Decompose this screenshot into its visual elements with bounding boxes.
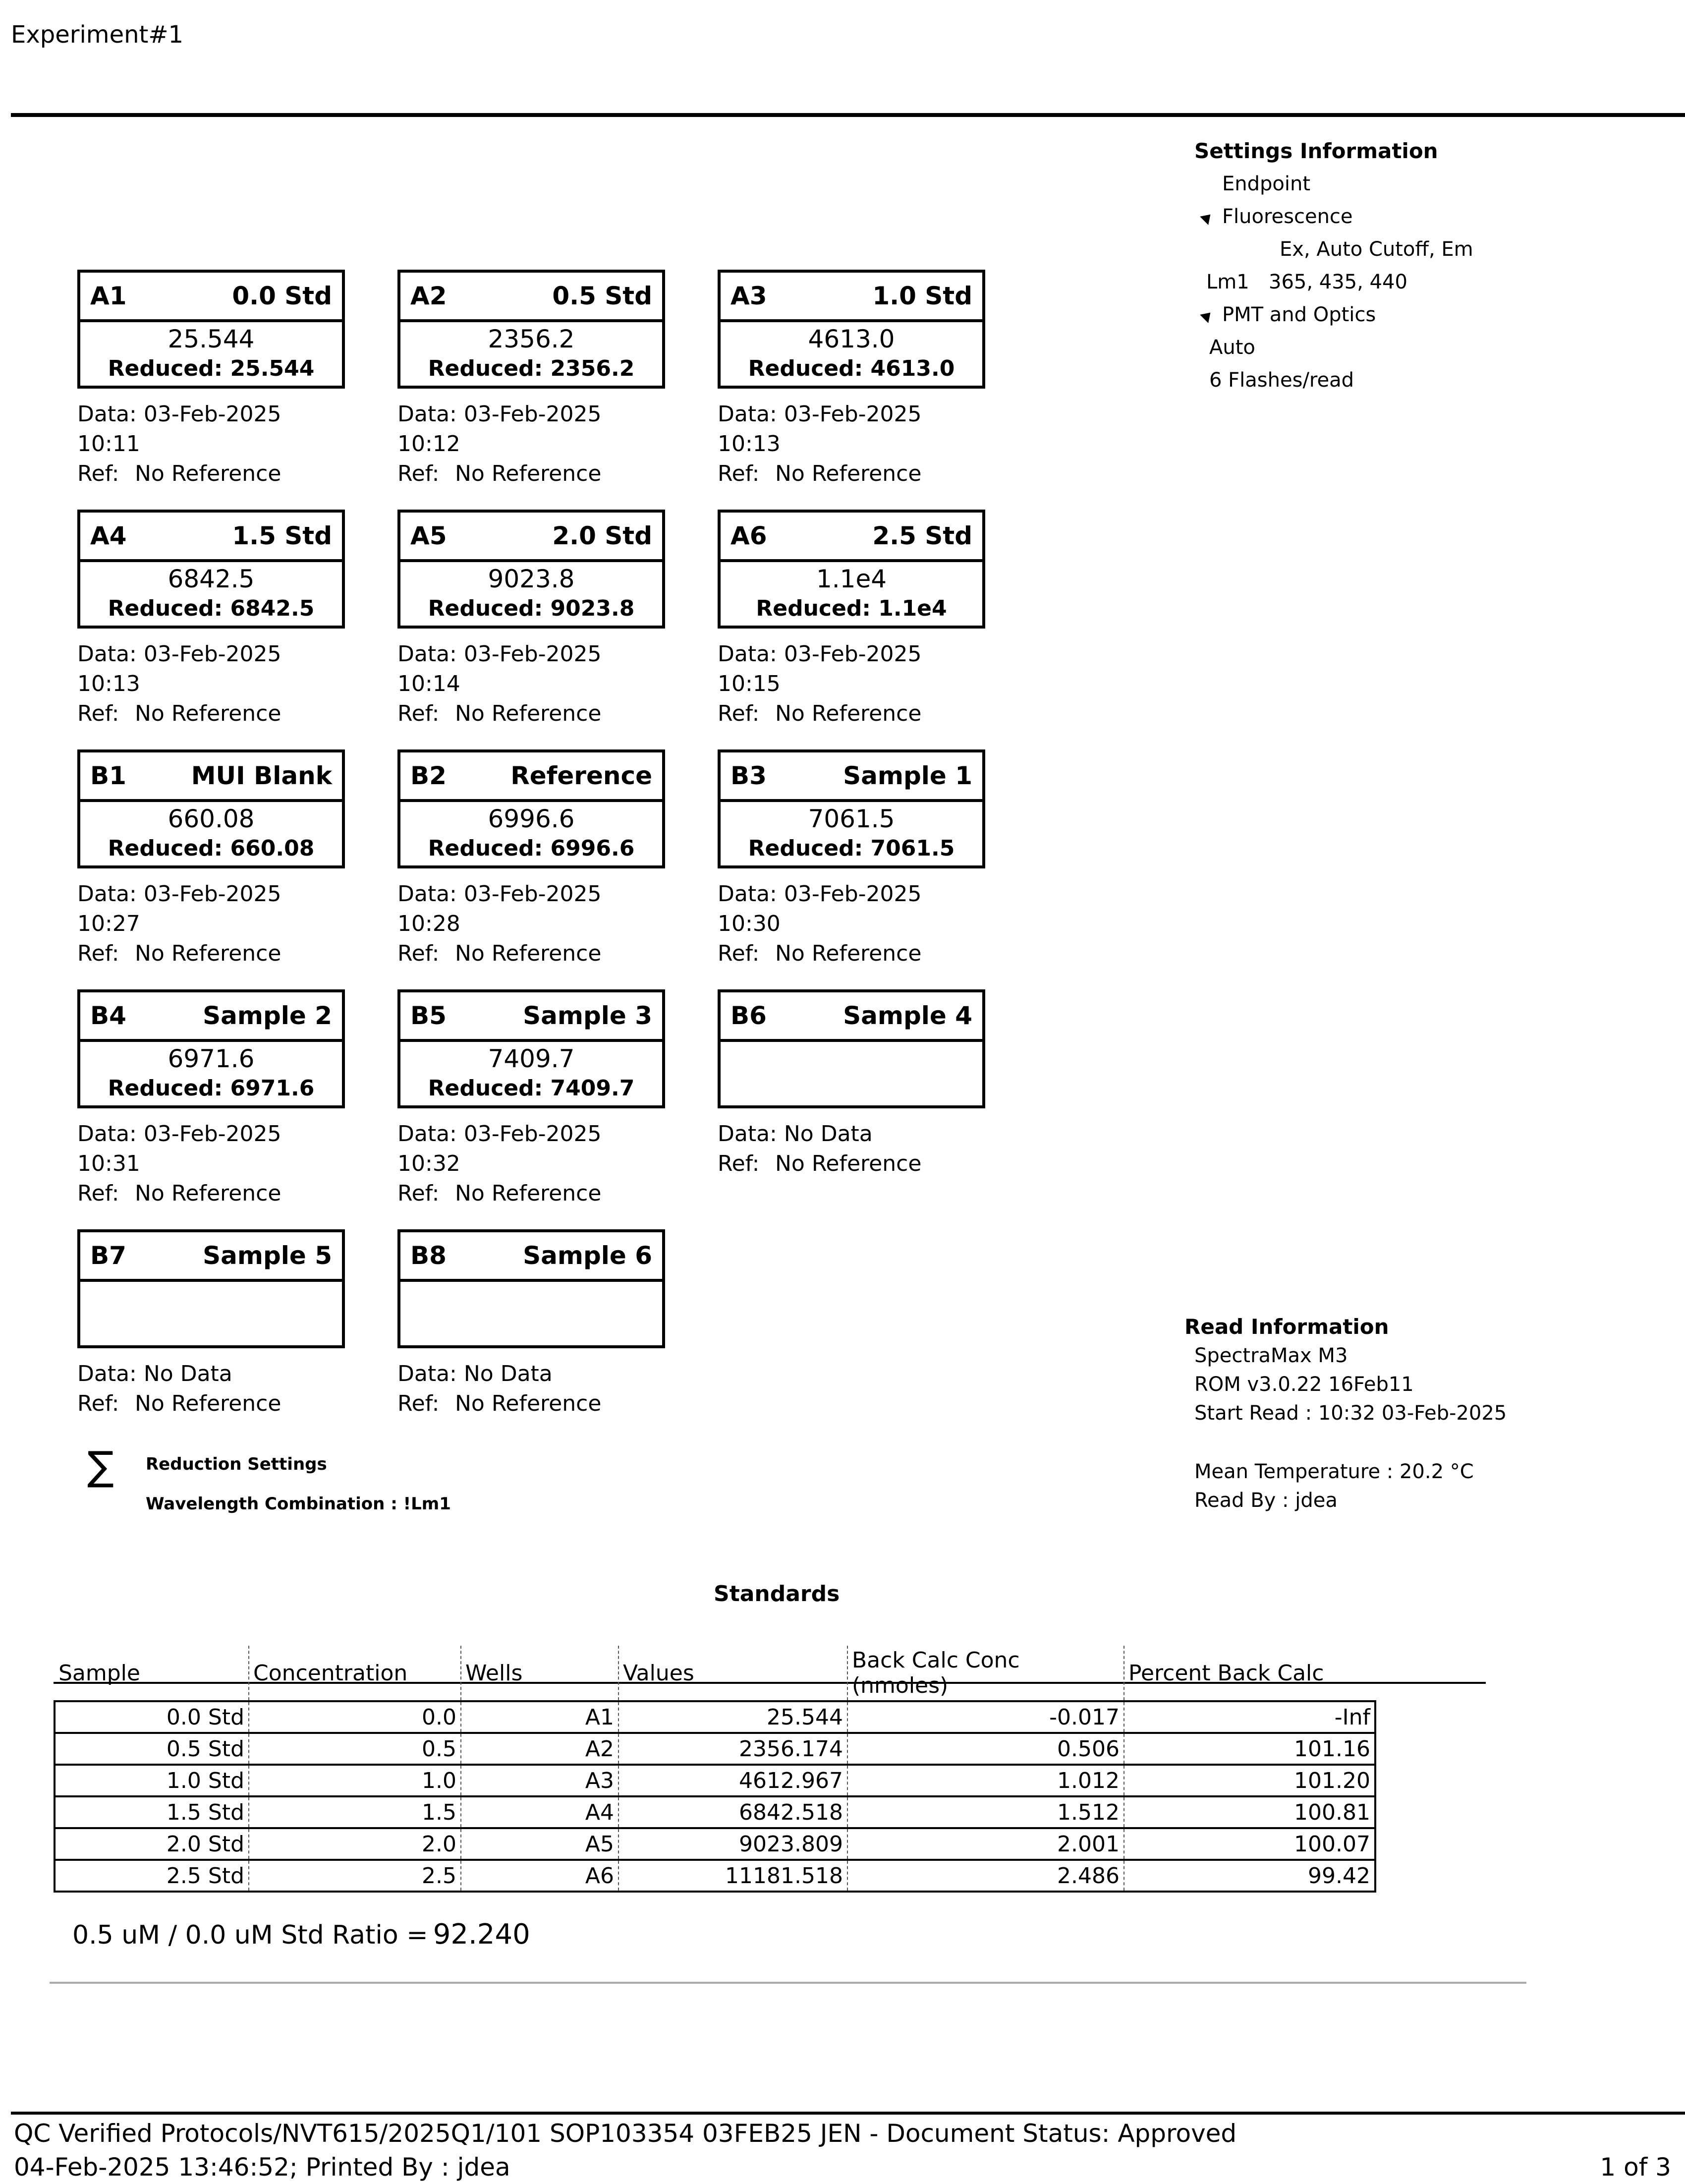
settings-title: Settings Information — [1194, 139, 1438, 163]
header-rule — [11, 113, 1685, 117]
well-card — [77, 749, 345, 969]
well-reduced: Reduced: 660.08 — [108, 836, 315, 861]
well-card — [397, 989, 665, 1208]
well-id: A1 — [90, 282, 127, 310]
well-ref: Ref: No Reference — [77, 1181, 281, 1206]
well-ref: Ref: No Reference — [77, 701, 281, 726]
well-data: Data: No Data — [718, 1121, 873, 1147]
well-reduced: Reduced: 4613.0 — [748, 356, 955, 381]
well-card — [718, 989, 985, 1179]
read-info-rom: ROM v3.0.22 16Feb11 — [1194, 1373, 1414, 1396]
well-reduced: Reduced: 7061.5 — [748, 836, 955, 861]
well-label: Sample 1 — [843, 761, 972, 790]
settings-panel — [1194, 135, 1473, 397]
well-data: Data: 03-Feb-2025 10:31 — [77, 1121, 281, 1176]
section-divider — [50, 1982, 1526, 1984]
well-card — [718, 749, 985, 969]
settings-pmt: PMT and Optics — [1222, 303, 1376, 326]
well-data: Data: 03-Feb-2025 10:11 — [77, 402, 281, 457]
well-data: Data: 03-Feb-2025 10:30 — [718, 881, 922, 936]
col-header: Values — [618, 1646, 847, 1701]
well-id: B3 — [730, 761, 767, 790]
well-id: A6 — [730, 521, 767, 550]
footer-line1: QC Verified Protocols/NVT615/2025Q1/101 SOP103354 03FEB25 JEN - Document Status: Approved — [14, 2119, 1237, 2148]
well-card — [718, 510, 985, 729]
well-label: Sample 2 — [203, 1001, 332, 1030]
well-ref: Ref: No Reference — [718, 461, 922, 486]
well-ref: Ref: No Reference — [397, 941, 602, 966]
col-header: Percent Back Calc — [1124, 1646, 1375, 1701]
settings-lm1-label: Lm1 — [1206, 271, 1249, 293]
well-data: Data: 03-Feb-2025 10:15 — [718, 641, 922, 696]
read-info-title: Read Information — [1184, 1315, 1389, 1339]
well-id: B8 — [410, 1241, 447, 1270]
well-reduced: Reduced: 6971.6 — [108, 1076, 315, 1101]
well-data: Data: 03-Feb-2025 10:28 — [397, 881, 602, 936]
well-card — [77, 270, 345, 489]
well-label: 2.0 Std — [552, 521, 652, 550]
well-value: 7061.5 — [808, 805, 895, 833]
well-id: B4 — [90, 1001, 126, 1030]
well-reduced: Reduced: 9023.8 — [428, 596, 635, 621]
well-value: 2356.2 — [488, 325, 575, 353]
page-number: 1 of 3 — [1600, 2153, 1671, 2182]
standards-table — [54, 1646, 1376, 1893]
well-data: Data: 03-Feb-2025 10:13 — [77, 641, 281, 696]
read-info-read-by: Read By : jdea — [1194, 1489, 1338, 1512]
well-reduced: Reduced: 2356.2 — [428, 356, 635, 381]
well-label: Sample 5 — [203, 1241, 332, 1270]
std-ratio-label: 0.5 uM / 0.0 uM Std Ratio = — [72, 1920, 428, 1950]
well-reduced: Reduced: 1.1e4 — [756, 596, 947, 621]
read-info-instrument: SpectraMax M3 — [1194, 1344, 1348, 1367]
well-data: Data: 03-Feb-2025 10:27 — [77, 881, 281, 936]
well-ref: Ref: No Reference — [397, 1181, 602, 1206]
well-id: A2 — [410, 282, 447, 310]
well-label: 1.5 Std — [232, 521, 332, 550]
settings-endpoint: Endpoint — [1222, 172, 1311, 195]
well-label: Sample 3 — [523, 1001, 652, 1030]
sigma-icon: ∑ — [87, 1443, 114, 1489]
well-ref: Ref: No Reference — [397, 1391, 602, 1416]
expand-triangle-icon — [1200, 308, 1215, 323]
settings-ex-line: Ex, Auto Cutoff, Em — [1280, 238, 1473, 261]
well-ref: Ref: No Reference — [77, 1391, 281, 1416]
reduction-wavelength: Wavelength Combination : !Lm1 — [146, 1494, 451, 1514]
table-row: 1.5 Std 1.5 A4 6842.518 1.512 100.81 — [55, 1796, 1375, 1828]
well-value: 6842.5 — [168, 565, 255, 593]
well-ref: Ref: No Reference — [718, 701, 922, 726]
std-ratio-value: 92.240 — [433, 1918, 530, 1951]
table-row: 2.5 Std 2.5 A6 11181.518 2.486 99.42 — [55, 1860, 1375, 1892]
standards-title: Standards — [714, 1581, 840, 1607]
well-value: 6971.6 — [168, 1044, 255, 1073]
settings-flashes: 6 Flashes/read — [1209, 369, 1354, 392]
well-ref: Ref: No Reference — [718, 941, 922, 966]
reduction-title: Reduction Settings — [146, 1454, 327, 1474]
settings-lm1-values: 365, 435, 440 — [1269, 271, 1407, 293]
well-ref: Ref: No Reference — [718, 1151, 922, 1176]
well-card — [397, 749, 665, 969]
well-label: Reference — [510, 761, 652, 790]
well-label: MUI Blank — [191, 761, 332, 790]
read-info-start: Start Read : 10:32 03-Feb-2025 — [1194, 1402, 1507, 1425]
footer-rule — [11, 2112, 1685, 2115]
well-card — [77, 510, 345, 729]
well-label: Sample 4 — [843, 1001, 972, 1030]
well-id: A5 — [410, 521, 447, 550]
col-header: Back Calc Conc (nmoles) — [847, 1646, 1124, 1701]
table-header-row — [55, 1646, 1375, 1701]
well-value: 9023.8 — [488, 565, 575, 593]
well-value: 1.1e4 — [816, 565, 887, 593]
well-data: Data: 03-Feb-2025 10:12 — [397, 402, 602, 457]
well-id: A3 — [730, 282, 767, 310]
well-reduced: Reduced: 7409.7 — [428, 1076, 635, 1101]
well-reduced: Reduced: 6842.5 — [108, 596, 315, 621]
settings-auto: Auto — [1209, 336, 1255, 359]
well-reduced: Reduced: 6996.6 — [428, 836, 635, 861]
well-value: 660.08 — [168, 805, 255, 833]
well-id: B5 — [410, 1001, 447, 1030]
well-label: 1.0 Std — [872, 282, 972, 310]
expand-triangle-icon — [1200, 210, 1215, 225]
well-value: 25.544 — [168, 325, 255, 353]
well-data: Data: 03-Feb-2025 10:13 — [718, 402, 922, 457]
settings-fluorescence: Fluorescence — [1222, 205, 1353, 228]
well-ref: Ref: No Reference — [397, 701, 602, 726]
well-ref: Ref: No Reference — [397, 461, 602, 486]
well-ref: Ref: No Reference — [77, 461, 281, 486]
table-row: 0.0 Std 0.0 A1 25.544 -0.017 -Inf — [55, 1701, 1375, 1733]
well-label: 2.5 Std — [872, 521, 972, 550]
well-value: 6996.6 — [488, 805, 575, 833]
well-data: Data: 03-Feb-2025 10:14 — [397, 641, 602, 696]
well-card — [718, 270, 985, 489]
well-value: 4613.0 — [808, 325, 895, 353]
well-reduced: Reduced: 25.544 — [108, 356, 315, 381]
read-info-temp: Mean Temperature : 20.2 °C — [1194, 1460, 1474, 1483]
well-ref: Ref: No Reference — [77, 941, 281, 966]
well-card — [77, 989, 345, 1208]
table-row: 2.0 Std 2.0 A5 9023.809 2.001 100.07 — [55, 1828, 1375, 1860]
well-data: Data: 03-Feb-2025 10:32 — [397, 1121, 602, 1176]
well-id: B1 — [90, 761, 126, 790]
well-label: 0.0 Std — [232, 282, 332, 310]
well-id: B2 — [410, 761, 447, 790]
table-row: 1.0 Std 1.0 A3 4612.967 1.012 101.20 — [55, 1765, 1375, 1796]
footer-line2: 04-Feb-2025 13:46:52; Printed By : jdea — [14, 2153, 510, 2182]
well-card — [397, 510, 665, 729]
well-id: A4 — [90, 521, 127, 550]
well-label: Sample 6 — [523, 1241, 652, 1270]
col-header: Sample — [58, 1660, 140, 1686]
well-card — [397, 270, 665, 489]
well-label: 0.5 Std — [552, 282, 652, 310]
col-header: Concentration — [249, 1646, 461, 1701]
well-id: B6 — [730, 1001, 767, 1030]
well-data: Data: No Data — [77, 1361, 232, 1386]
read-info-panel — [1184, 1313, 1507, 1515]
well-card — [397, 1229, 665, 1419]
well-id: B7 — [90, 1241, 126, 1270]
well-data: Data: No Data — [397, 1361, 553, 1386]
well-card — [77, 1229, 345, 1419]
std-ratio — [72, 1918, 530, 1951]
table-row: 0.5 Std 0.5 A2 2356.174 0.506 101.16 — [55, 1733, 1375, 1765]
col-header: Wells — [461, 1646, 618, 1701]
well-value: 7409.7 — [488, 1044, 575, 1073]
experiment-title: Experiment#1 — [11, 21, 184, 49]
